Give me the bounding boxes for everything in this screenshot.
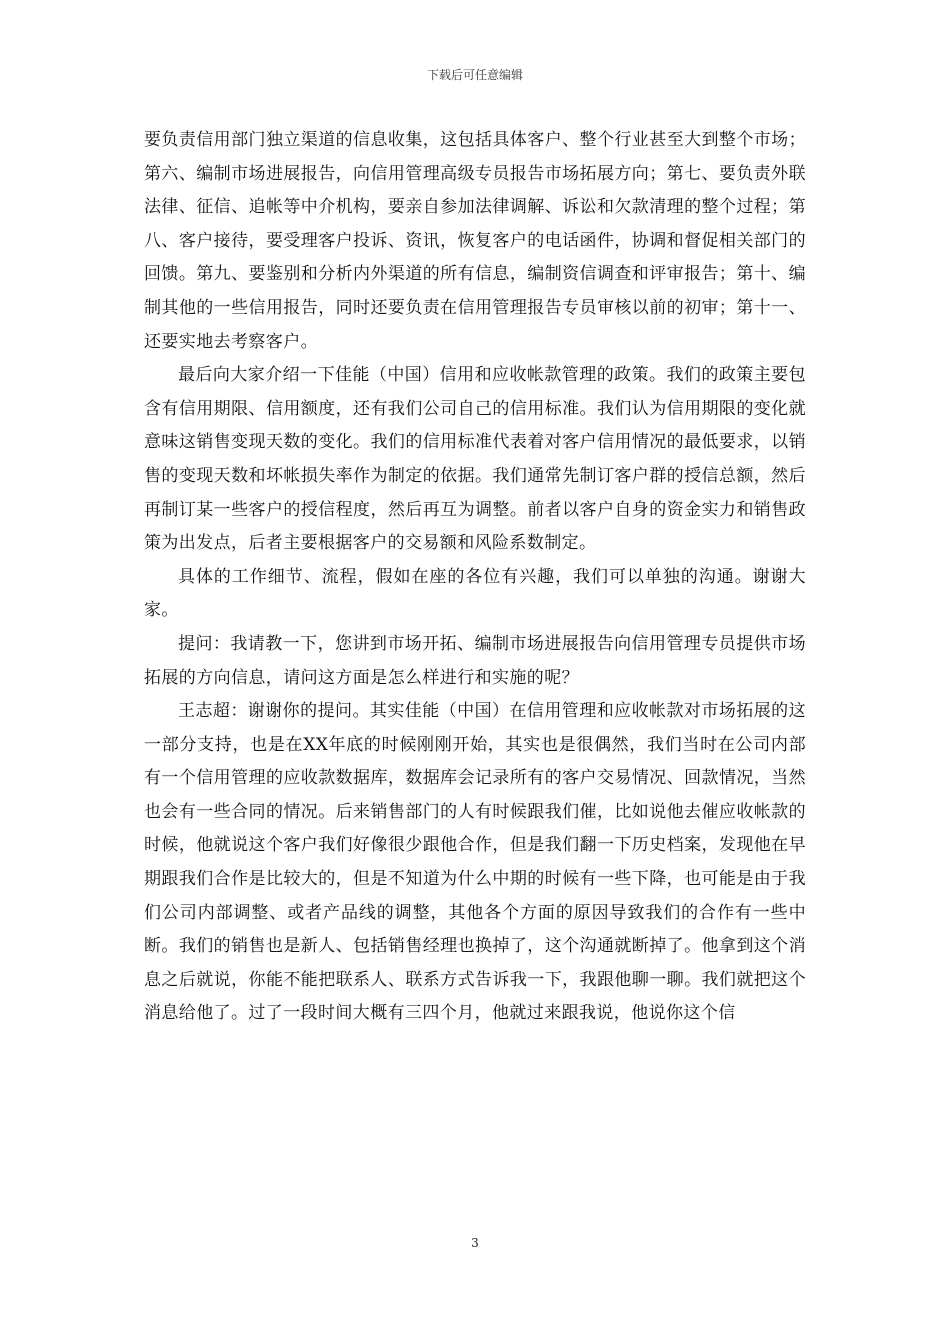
page-number: 3 bbox=[471, 1236, 479, 1250]
paragraph-2: 最后向大家介绍一下佳能（中国）信用和应收帐款管理的政策。我们的政策主要包含有信用期限、信用额度，还有我们公司自己的信用标准。我们认为信用期限的变化就意味这销售变现天数的变化。我们的信用标准代表着对客户信用情况的最低要求，以销售的变现天数和坏帐损失率作为制定的依据。我们通常先制订客户群的授信总额，然后再制订某一些客户的授信程度，然后再互为调整。前者以客户自身的资金实力和销售政策为出发点，后者主要根据客户的交易额和风险系数制定。 bbox=[144, 365, 806, 554]
paragraph-3: 具体的工作细节、流程，假如在座的各位有兴趣，我们可以单独的沟通。谢谢大家。 bbox=[144, 566, 806, 621]
paragraph-1: 要负责信用部门独立渠道的信息收集，这包括具体客户、整个行业甚至大到整个市场；第六、编制市场进展报告，向信用管理高级专员报告市场拓展方向；第七、要负责外联法律、征信、追帐等中介机构，要亲自参加法律调解、诉讼和欠款清理的整个过程；第八、客户接待，要受理客户投诉、资讯，恢复客户的电话函件，协调和督促相关部门的回馈。第九、要鉴别和分析内外渠道的所有信息，编制资信调查和评审报告；第十、编制其他的一些信用报告，同时还要负责在信用管理报告专员审核以前的初审；第十一、还要实地去考察客户。 bbox=[144, 130, 806, 352]
document-body bbox=[144, 124, 806, 1031]
paragraph-4: 提问：我请教一下，您讲到市场开拓、编制市场进展报告向信用管理专员提供市场拓展的方向信息，请问这方面是怎么样进行和实施的呢？ bbox=[144, 633, 806, 688]
paragraph-5: 王志超：谢谢你的提问。其实佳能（中国）在信用管理和应收帐款对市场拓展的这一部分支持，也是在XX年底的时候刚刚开始，其实也是很偶然，我们当时在公司内部有一个信用管理的应收款数据库，数据库会记录所有的客户交易情况、回款情况，当然也会有一些合同的情况。后来销售部门的人有时候跟我们催，比如说他去催应收帐款的时候，他就说这个客户我们好像很少跟他合作，但是我们翻一下历史档案，发现他在早期跟我们合作是比较大的，但是不知道为什么中期的时候有一些下降，也可能是由于我们公司内部调整、或者产品线的调整，其他各个方面的原因导致我们的合作有一些中断。我们的销售也是新人、包括销售经理也换掉了，这个沟通就断掉了。他拿到这个消息之后就说，你能不能把联系人、联系方式告诉我一下，我跟他聊一聊。我们就把这个消息给他了。过了一段时间大概有三四个月，他就过来跟我说，他说你这个信 bbox=[144, 701, 806, 1024]
page-header: 下载后可任意编辑 bbox=[426, 68, 523, 82]
